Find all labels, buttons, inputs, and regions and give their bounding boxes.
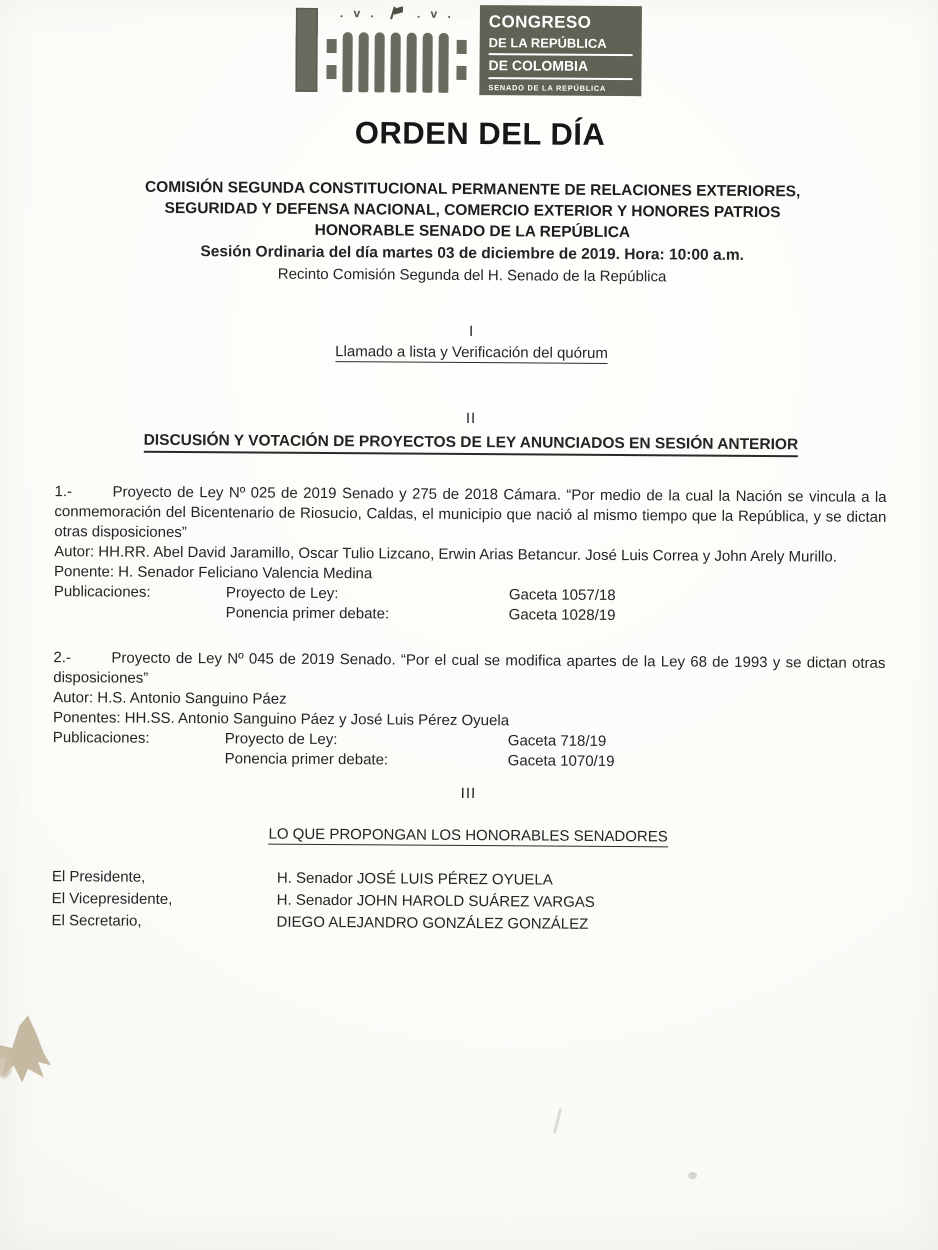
- congress-logo-box: [479, 5, 642, 96]
- section-numeral: I: [469, 323, 475, 341]
- item-number: 2.-: [53, 649, 71, 667]
- publication-gazette: Gaceta 1028/19: [508, 606, 616, 625]
- signature-name: H. Senador JOSÉ LUIS PÉREZ OYUELA: [276, 869, 553, 889]
- capitol-pillar-icon: [295, 8, 318, 92]
- logo-line-colombia: DE COLOMBIA: [488, 55, 632, 80]
- publication-gazette: Gaceta 718/19: [507, 732, 607, 750]
- signature-role: El Vicepresidente,: [51, 890, 173, 908]
- bird-mark-right-icon: . ᴠ .: [416, 6, 452, 21]
- item-title: Proyecto de Ley Nº 045 de 2019 Senado. “Por el cual se modifica apartes de la Ley 68 de 1993 y se dictan otras disposiciones”: [53, 649, 886, 687]
- section-quorum: [55, 320, 887, 366]
- item-rapporteur-line: Ponentes: HH.SS. Antonio Sanguino Páez y José Luis Pérez Oyuela: [52, 709, 510, 730]
- publication-doc: Proyecto de Ley:: [224, 730, 338, 749]
- signature-name: DIEGO ALEJANDRO GONZÁLEZ GONZÁLEZ: [276, 913, 589, 933]
- publications-label: Publicaciones:: [53, 583, 151, 601]
- signature-name: H. Senador JOHN HAROLD SUÁREZ VARGAS: [276, 891, 595, 911]
- agenda-item-2: [53, 648, 886, 774]
- logo-line-congreso: CONGRESO: [488, 12, 592, 32]
- signature-role: El Presidente,: [51, 868, 146, 886]
- item-body: [53, 648, 885, 694]
- signature-block: [51, 866, 883, 938]
- item-author-line: Autor: HH.RR. Abel David Jaramillo, Oscar Tulio Lizcano, Erwin Arias Betancur. José Luis Correa y John Arely Murillo.: [54, 543, 837, 566]
- item-rapporteur-line: Ponente: H. Senador Feliciano Valencia Medina: [53, 563, 373, 583]
- committee-line: HONORABLE SENADO DE LA REPÚBLICA: [314, 221, 631, 242]
- publication-gazette: Gaceta 1057/18: [508, 586, 616, 605]
- publications-label: Publicaciones:: [52, 729, 150, 747]
- logo-line-republica: DE LA REPÚBLICA: [489, 32, 633, 56]
- committee-line: COMISIÓN SEGUNDA CONSTITUCIONAL PERMANENTE DE RELACIONES EXTERIORES,: [144, 178, 801, 201]
- session-line: Sesión Ordinaria del día martes 03 de diciembre de 2019. Hora: 10:00 a.m.: [200, 243, 745, 264]
- scan-speck: [688, 1172, 697, 1179]
- section-heading: LO QUE PROPONGAN LOS HONORABLES SENADORES: [268, 825, 668, 846]
- publication-doc: Ponencia primer debate:: [225, 604, 390, 623]
- section-numeral: II: [465, 409, 477, 428]
- signature-role: El Secretario,: [51, 912, 142, 930]
- scan-speck: [553, 1108, 562, 1134]
- publications-table: [54, 582, 886, 628]
- section-projects: [53, 407, 887, 774]
- letterhead: [0, 0, 938, 98]
- section-proposals: [51, 782, 884, 938]
- committee-header: [56, 176, 888, 245]
- congress-logo: [295, 4, 642, 96]
- bird-mark-left-icon: . ᴠ .: [339, 6, 375, 21]
- item-title: Proyecto de Ley Nº 025 de 2019 Senado y 275 de 2018 Cámara. “Por medio de la cual la Nación se vincula a la conmemoración del Bicentenario de Riosucio, Caldas, el municipio que nació al mismo tiempo que la República, y se dictan otras disposiciones”: [54, 483, 887, 542]
- item-author-line: Autor: H.S. Antonio Sanguino Páez: [53, 689, 287, 708]
- logo-bird-marks: [340, 6, 452, 21]
- publication-doc: Ponencia primer debate:: [224, 750, 389, 769]
- venue-line: Recinto Comisión Segunda del H. Senado de la República: [277, 265, 667, 286]
- capitol-columns-icon: [295, 4, 474, 95]
- committee-line: SEGURIDAD Y DEFENSA NACIONAL, COMERCIO EXTERIOR Y HONORES PATRIOS: [164, 199, 781, 222]
- item-number: 1.-: [54, 483, 73, 501]
- flag-mark-icon: [389, 6, 402, 20]
- publication-doc: Proyecto de Ley:: [225, 584, 339, 603]
- agenda-item-1: [54, 482, 887, 628]
- publications-table: [53, 728, 885, 774]
- logo-line-senado: SENADO DE LA REPÚBLICA: [488, 83, 607, 93]
- section-numeral: III: [460, 784, 477, 803]
- section-heading: DISCUSIÓN Y VOTACIÓN DE PROYECTOS DE LEY ANUNCIADOS EN SESIÓN ANTERIOR: [55, 431, 887, 458]
- page-title: ORDEN DEL DÍA: [354, 115, 606, 152]
- section-heading: Llamado a lista y Verificación del quórum: [335, 343, 608, 362]
- item-body: [54, 482, 886, 548]
- publication-gazette: Gaceta 1070/19: [507, 752, 615, 771]
